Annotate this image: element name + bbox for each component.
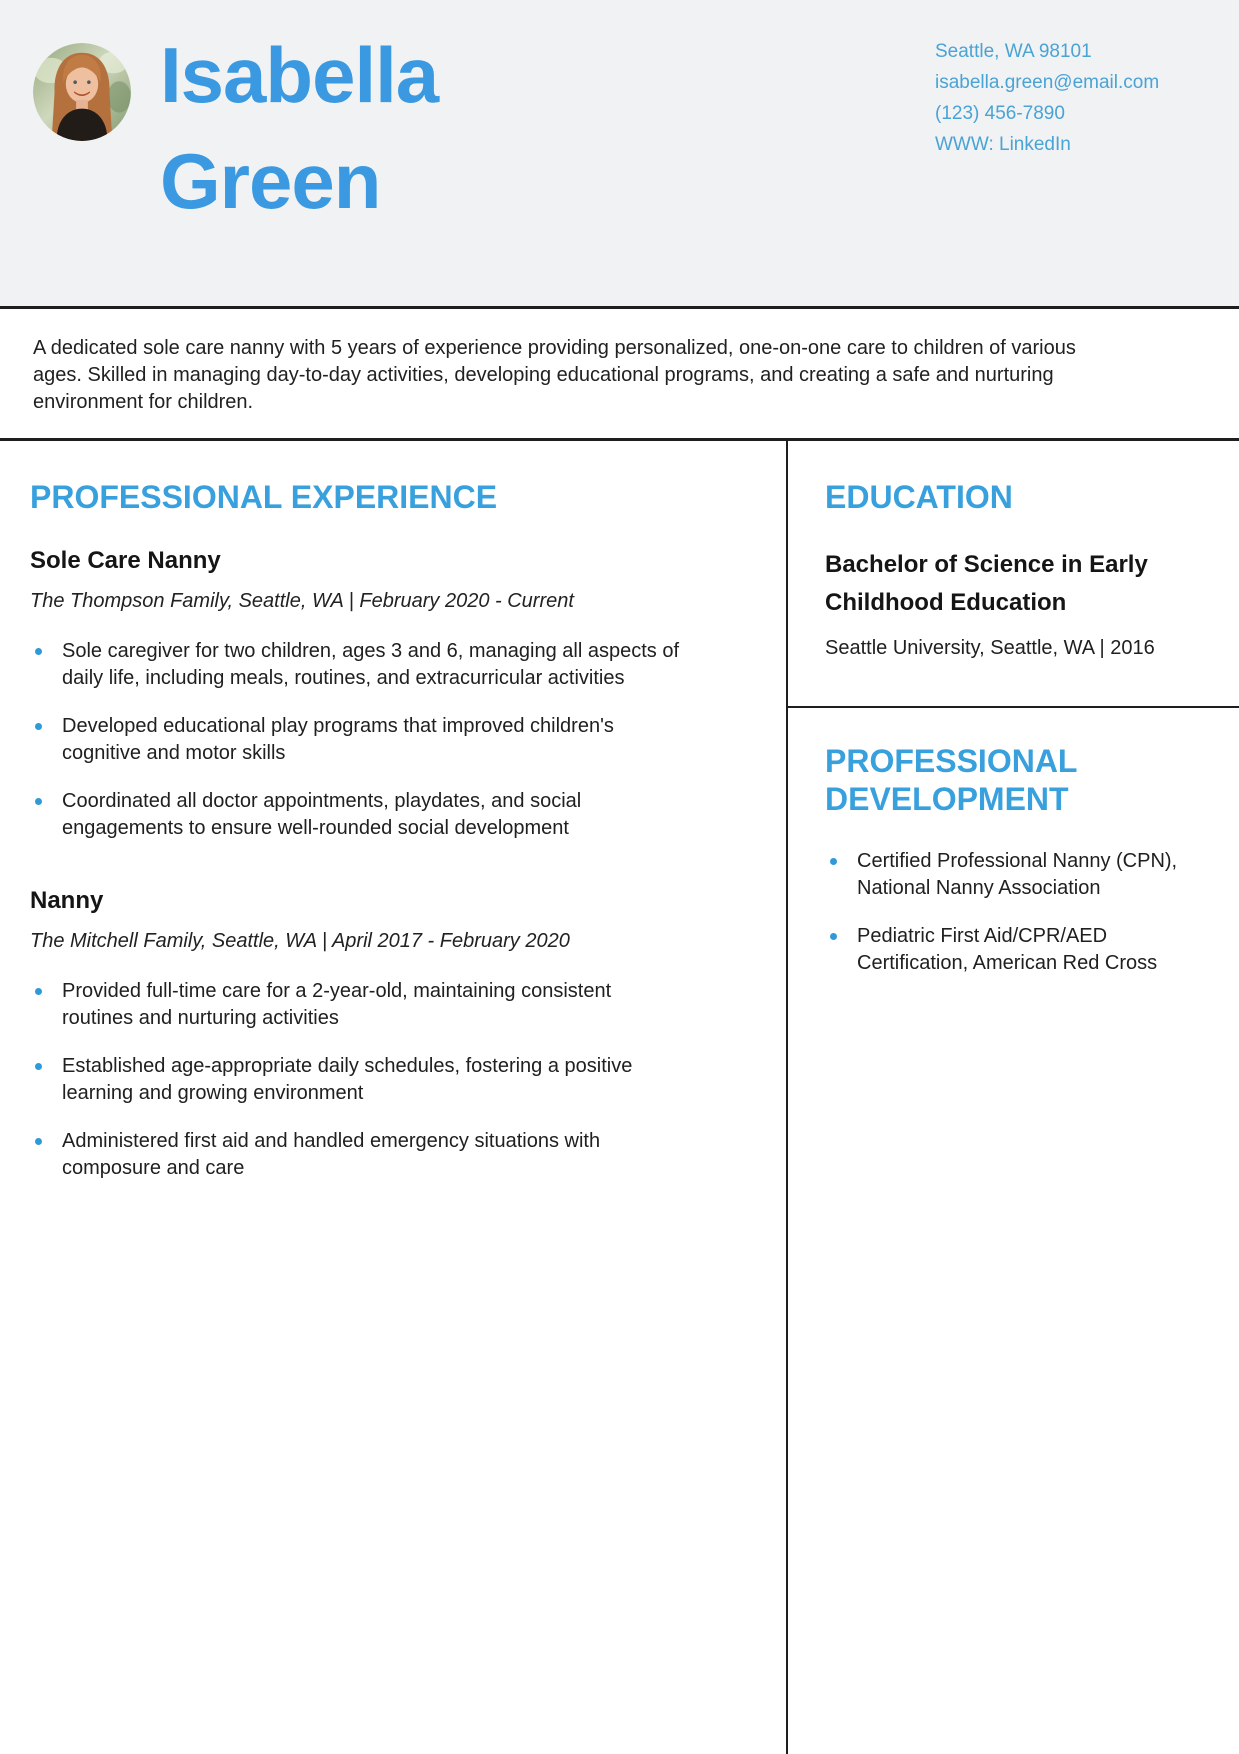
education-school: Seattle University, Seattle, WA | 2016 — [825, 637, 1155, 659]
development-bullet-text: Certified Professional Nanny (CPN), National Nanny Association — [857, 850, 1178, 899]
job-bullet-text: Sole caregiver for two children, ages 3 and 6, managing all aspects of daily life, including meals, routines, and extracurricular activities — [62, 640, 680, 689]
job-bullet — [30, 713, 687, 767]
bullet-dot-icon — [35, 1138, 42, 1145]
job-bullet-text: Coordinated all doctor appointments, playdates, and social engagements to ensure well-rounded social development — [62, 790, 582, 839]
job-entry — [30, 886, 687, 1182]
summary-section — [0, 309, 1239, 441]
education-heading: EDUCATION — [825, 479, 1013, 515]
development-bullet — [825, 848, 1199, 902]
job-bullet-text: Administered first aid and handled emergency situations with composure and care — [62, 1130, 601, 1179]
job-bullet-text: Provided full-time care for a 2-year-old, maintaining consistent routines and nurturing activities — [62, 980, 612, 1029]
section-divider — [787, 706, 1239, 708]
profile-photo-illustration — [33, 43, 131, 141]
job-meta: The Thompson Family, Seattle, WA | February 2020 - Current — [30, 590, 574, 612]
development-heading: PROFESSIONAL DEVELOPMENT — [825, 743, 1077, 817]
resume-header — [0, 0, 1239, 309]
development-bullet — [825, 923, 1199, 977]
contact-location: Seattle, WA 98101 — [935, 41, 1092, 62]
experience-column — [0, 441, 787, 1754]
job-bullet-list — [30, 638, 687, 842]
job-bullet-text: Established age-appropriate daily schedules, fostering a positive learning and growing environment — [62, 1055, 633, 1104]
summary-text: A dedicated sole care nanny with 5 years of experience providing personalized, one-on-one care to children of various ages. Skilled in managing day-to-day activities, developing educational programs, and creating a safe and nurturing environment for children. — [33, 337, 1076, 413]
candidate-name: Isabella Green — [160, 31, 439, 225]
experience-heading: PROFESSIONAL EXPERIENCE — [30, 479, 498, 515]
bullet-dot-icon — [35, 723, 42, 730]
job-title: Nanny — [30, 887, 104, 914]
contact-email-link[interactable]: isabella.green@email.com — [935, 72, 1160, 93]
job-bullet — [30, 978, 687, 1032]
contact-linkedin-link[interactable]: WWW: LinkedIn — [935, 134, 1071, 155]
job-meta: The Mitchell Family, Seattle, WA | April 2017 - February 2020 — [30, 930, 570, 952]
job-title: Sole Care Nanny — [30, 547, 221, 574]
column-divider — [786, 441, 788, 1754]
bullet-dot-icon — [830, 858, 837, 865]
profile-photo — [33, 43, 131, 141]
development-bullet-list — [825, 848, 1199, 977]
job-bullet — [30, 638, 687, 692]
job-bullet-list — [30, 978, 687, 1182]
bullet-dot-icon — [830, 933, 837, 940]
resume-body — [0, 441, 1239, 1754]
contact-info — [935, 36, 1159, 160]
bullet-dot-icon — [35, 988, 42, 995]
education-degree: Bachelor of Science in Early Childhood Education — [825, 551, 1148, 616]
job-bullet-text: Developed educational play programs that improved children's cognitive and motor skills — [62, 715, 614, 764]
job-bullet — [30, 1053, 687, 1107]
contact-phone: (123) 456-7890 — [935, 103, 1065, 124]
job-entry — [30, 546, 687, 842]
bullet-dot-icon — [35, 648, 42, 655]
development-bullet-text: Pediatric First Aid/CPR/AED Certification, American Red Cross — [857, 925, 1158, 974]
job-bullet — [30, 788, 687, 842]
job-bullet — [30, 1128, 687, 1182]
bullet-dot-icon — [35, 798, 42, 805]
bullet-dot-icon — [35, 1063, 42, 1070]
sidebar-column — [787, 441, 1239, 1754]
